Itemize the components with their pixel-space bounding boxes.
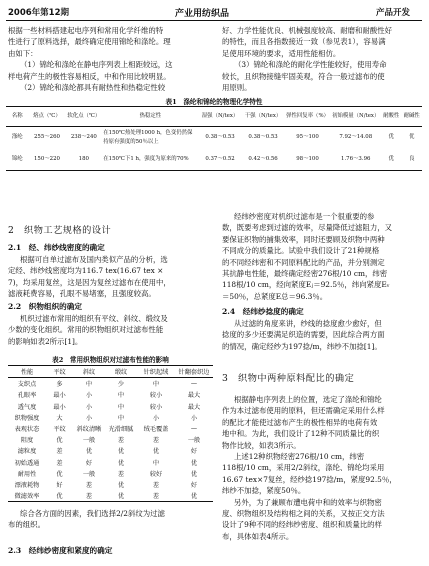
t2-cell: 中 xyxy=(117,403,125,411)
t1-header-thermal: 热稳定性 xyxy=(139,113,162,119)
intro-line: 的特性，而且各指数接近一致（参见表1），容易满 xyxy=(222,37,386,47)
t1-cell: 在150℃热处理1000 h，色变仍然保持原有强度的50％以上 xyxy=(103,129,193,145)
t2-cell: 优 xyxy=(190,493,198,501)
body-line: 捻度的多少还要满足织造的需要，因此综合两方面 xyxy=(222,330,385,340)
t1-header-dry-strength: 干强（N/tex） xyxy=(244,113,282,119)
t2-cell: 差 xyxy=(117,470,125,478)
table-row xyxy=(6,149,422,171)
t1-cell: 0.38～0.53 xyxy=(248,134,278,141)
table-row xyxy=(8,468,213,479)
t2-cell: 优 xyxy=(117,481,125,489)
t2-cell: 优 xyxy=(117,493,125,501)
t2-cell: 少 xyxy=(117,381,125,389)
intro-line: 足使用环境的要求，适用性能相仿。 xyxy=(222,48,341,58)
t2-cell: 一般 xyxy=(82,470,96,478)
t2-cell: 较小 xyxy=(149,403,163,411)
t1-header-softening: 软化点（℃） xyxy=(67,113,101,119)
intro-line: （2）锦纶和涤纶都具有耐热性和热稳定性较 xyxy=(20,83,166,93)
t2-cell: 表观状态 xyxy=(14,426,40,434)
right-intro xyxy=(222,25,392,93)
t1-cell: 1.76～3.96 xyxy=(341,155,371,162)
t1-cell: 238～240 xyxy=(70,134,97,141)
intro-line: 性进行了原料选择，最终确定使用锦纶和涤纶。理 xyxy=(8,37,171,47)
table-row xyxy=(8,412,213,423)
t2-cell: 好 xyxy=(56,481,63,489)
t2-cell: 差 xyxy=(152,481,160,489)
t2-cell: 差 xyxy=(85,493,93,501)
right-para-1 xyxy=(222,211,392,302)
body-line: 118根/10 cm，经向紧度Eⱼ＝92.5％，纬向紧度Eᵥ xyxy=(222,280,390,290)
t1-cell: 98～100 xyxy=(296,155,319,162)
t2-cell: 阻度 xyxy=(20,437,34,445)
body-line: 布，具体如表4所示。 xyxy=(222,531,294,541)
table-row xyxy=(8,490,213,502)
body-line: 另外，为了兼顾布遭电荷中和的效率与织物密 xyxy=(234,497,382,507)
table-row xyxy=(8,479,213,490)
table2-caption: 表2 常用织物组织对过滤布性能的影响 xyxy=(52,356,169,364)
t2-cell: 优 xyxy=(117,448,125,456)
t2-cell: 优 xyxy=(56,493,63,501)
t1-header-melting: 熔点（℃） xyxy=(33,113,61,119)
section-2-2-title: 2.2 织物组织的确定 xyxy=(8,302,82,311)
body-line: 定经、纬纱线密度均为116.7 tex(16.67 tex × xyxy=(8,266,164,276)
t2-cell: 微滤效率 xyxy=(14,493,40,501)
t2-cell: 差 xyxy=(152,493,160,501)
table-row xyxy=(8,434,213,445)
t1-cell: 优 xyxy=(409,134,415,141)
t2-cell: 小 xyxy=(152,414,160,422)
table2 xyxy=(8,365,213,502)
body-line: 上述12种织物经密276根/10 cm，纬密 xyxy=(234,452,365,462)
left-intro xyxy=(8,25,173,93)
table1-caption: 表1 涤纶和锦纶的物理化学特性 xyxy=(165,98,263,106)
intro-line: （3）锦纶和涤纶的耐化学性能较好，使用寿命 xyxy=(234,60,387,70)
t2-cell: 中 xyxy=(152,459,160,467)
t2-cell: 最小 xyxy=(53,403,66,411)
body-line: 数，既要考虑到过滤的效率，尽量降低过滤阻力，又 xyxy=(222,223,392,233)
t1-cell: 优 xyxy=(388,155,394,162)
header-rule xyxy=(6,20,422,21)
t2-header-knit-edge: 针翻套织边 xyxy=(178,369,210,377)
t2-cell: 好 xyxy=(190,481,198,489)
intro-line: 用原则。 xyxy=(222,83,252,93)
issue-label: 2006年第12期 xyxy=(8,8,69,18)
t2-cell: 漂液耗物 xyxy=(14,481,40,489)
body-line: 设计了9种不同的经纬纱密度、组织和质量比的样 xyxy=(222,520,382,530)
body-line: 16.67 tex×7复丝，经纱捻197捻/m，紧度92.5％， xyxy=(222,474,397,484)
t2-cell: 优 xyxy=(152,448,160,456)
table2-header-row xyxy=(8,366,213,378)
t2-cell: 好 xyxy=(85,459,93,467)
t2-cell: 优 xyxy=(190,459,198,467)
t2-cell: 优 xyxy=(85,448,93,456)
t2-cell: 最小 xyxy=(53,392,66,400)
t1-cell: 优 xyxy=(388,134,394,141)
section-3-title: 3 织物中两种原料配比的确定 xyxy=(222,373,355,384)
t2-cell: 最大 xyxy=(187,403,201,411)
t2-cell: 最大 xyxy=(187,392,201,400)
t2-cell: 大 xyxy=(56,414,63,422)
right-para-2 xyxy=(222,318,385,352)
conclusion-paragraph xyxy=(8,508,165,531)
journal-name: 产业用纺织品 xyxy=(175,9,230,19)
body-line: 的配比才能使过滤布产生的极性相异的电荷有效 xyxy=(222,417,378,427)
section-2-1-title: 2.1 经、纬纱线密度的确定 xyxy=(8,243,105,252)
body-line: 经纬纱密度对机织过滤布是一个很重要的参 xyxy=(234,212,375,221)
body-line: 7)，均采用复丝，这是因为复丝过滤布在使用中， xyxy=(8,277,171,287)
t2-cell: 耐用性 xyxy=(17,470,37,478)
section-2-3-title: 2.3 经纬纱密度和紧度的确定 xyxy=(8,546,113,555)
table-row xyxy=(6,127,422,149)
body-line: 根据可自单过滤布及国内类似产品的分析，选 xyxy=(20,255,168,264)
t2-cell: 差 xyxy=(152,437,160,445)
body-line: 度、织物组织及结构相之间的关系，又按正交方法 xyxy=(222,509,385,519)
body-line: 纬纱不加捻，紧度50％。 xyxy=(222,486,306,496)
t2-cell: 差 xyxy=(117,437,125,445)
table-row xyxy=(8,389,213,400)
t1-cell: 7.92～14.08 xyxy=(339,134,373,141)
t1-cell: 锦纶 xyxy=(11,155,23,162)
t2-cell: 中 xyxy=(152,381,160,389)
t2-cell: 差 xyxy=(85,481,93,489)
table1-header-row xyxy=(6,107,422,127)
body-line: 根据静电序列表上的位置，选定了涤纶和锦纶 xyxy=(234,395,382,404)
table-row xyxy=(8,457,213,468)
t2-cell: 一般 xyxy=(187,437,201,445)
body-line: ＝50％，总紧度E总＝96.3％。 xyxy=(222,291,328,301)
body-line: 作为本过滤布使用的原料，但还需确定采用什么样 xyxy=(222,406,385,416)
body-line: 综合各方面的因素，我们选择2/2斜纹为过滤 xyxy=(20,509,165,518)
table-row xyxy=(8,445,213,456)
body-line: 从过滤的角度来讲，纱线的捻度愈少愈好，但 xyxy=(234,319,382,328)
intro-line: 好、力学性能优良、机械强度较高、耐磨和耐酸性好 xyxy=(222,26,392,35)
body-line: 机织过滤布常用的组织有平纹、斜纹、缎纹及 xyxy=(20,314,168,323)
t2-cell: 中 xyxy=(85,381,93,389)
body-line: 118根/10 cm，采用2/2斜纹，涤纶、锦纶均采用 xyxy=(222,463,385,473)
section-2-4-title: 2.4 经纬纱捻度的确定 xyxy=(222,307,304,316)
intro-line: （1）锦纶和涤纶在静电序列表上相距较远，这 xyxy=(20,60,173,70)
t2-cell: 滤粒度 xyxy=(17,448,37,456)
t1-header-alkali: 耐碱性 xyxy=(403,113,420,119)
t2-cell: 好 xyxy=(190,448,198,456)
t2-cell: 初始透通 xyxy=(14,459,40,467)
body-line: 少数的变化组织。常用的织物组织对过滤布性能 xyxy=(8,325,164,335)
t1-cell: 在150℃下1 h，强度为原来的70% xyxy=(103,155,189,162)
t1-cell: 95～100 xyxy=(296,134,319,141)
right-para-3 xyxy=(222,394,397,542)
t1-header-wet-strength: 湿强（N/tex） xyxy=(201,113,239,119)
section-label: 产品开发 xyxy=(376,8,411,18)
table1 xyxy=(6,106,422,171)
t1-header-acid: 耐酸性 xyxy=(383,113,400,119)
t2-cell: 孔眼率 xyxy=(17,392,37,400)
t2-cell: 透气度 xyxy=(17,403,37,411)
t2-header-knit-pile: 针织起绒 xyxy=(143,369,169,377)
t2-cell: 中 xyxy=(117,414,125,422)
t1-header-elastic: 弹性回复率（%） xyxy=(286,113,329,119)
t2-cell: 优 xyxy=(56,470,63,478)
table-row xyxy=(8,378,213,390)
body-line: 滤液耗费容易，孔眼不易堵塞，且强度较高。 xyxy=(8,289,156,299)
section-2-title: 2 织物工艺规格的设计 xyxy=(8,225,112,236)
body-line: 的不同经纬密和不同原料配比的产品，并分别测定 xyxy=(222,257,385,267)
t2-cell: 光滑细腻 xyxy=(108,426,134,434)
section-2-2-body xyxy=(8,313,168,347)
body-line: 地中和。为此，我们设计了12种不同质量比的织 xyxy=(222,429,380,439)
t2-cell: 织物强度 xyxy=(14,414,40,422)
t1-header-name: 名称 xyxy=(11,113,23,119)
t2-cell: 小 xyxy=(85,392,93,400)
t2-cell: 优 xyxy=(117,459,125,467)
table-row xyxy=(8,423,213,434)
t2-header-satin: 缎纹 xyxy=(114,369,128,377)
intro-line: 根据一些材料搭建起电序列和常用化学纤维的特 xyxy=(8,26,164,35)
t2-cell: 小 xyxy=(190,414,198,422)
t1-cell: 255～260 xyxy=(33,134,60,141)
t2-cell: — xyxy=(190,425,198,433)
t2-cell: 一般 xyxy=(82,437,96,445)
body-line: 物作比较，如表3所示。 xyxy=(222,440,301,450)
t2-cell: 差 xyxy=(56,448,63,456)
t1-cell: 0.42～0.56 xyxy=(248,155,278,162)
t2-cell: — xyxy=(190,380,198,388)
body-line: 的情况，确定经纱为197捻/m，纬纱不加捻[1]。 xyxy=(222,341,382,351)
t2-cell: 平纹 xyxy=(53,426,66,434)
body-line: 其抗静电性能，最终确定经密276根/10 cm，纬密 xyxy=(222,269,388,279)
t2-header-property: 性能 xyxy=(20,369,34,377)
t1-header-modulus: 初始模量（N/tex） xyxy=(332,113,380,119)
t2-header-twill: 斜纹 xyxy=(82,369,96,377)
intro-line: 由如下： xyxy=(8,48,38,58)
t1-cell: 良 xyxy=(409,155,415,162)
t2-cell: 支织点 xyxy=(17,381,37,389)
t1-cell: 150～220 xyxy=(33,155,60,162)
t2-header-plain: 平纹 xyxy=(53,369,66,377)
t2-cell: 较好 xyxy=(149,470,163,478)
body-line: 不同成分的质量比。试验中我们设计了21种规格 xyxy=(222,246,380,256)
t1-cell: 180 xyxy=(78,155,89,162)
t2-cell: 中 xyxy=(117,392,125,400)
t2-cell: 优 xyxy=(56,437,63,445)
t2-cell: 小 xyxy=(85,403,93,411)
t1-cell: 0.37～0.52 xyxy=(205,155,235,162)
intro-line: 较长，且织物接缝牢固美观，符合一般过滤布的使 xyxy=(222,71,385,81)
t1-cell: 0.38～0.53 xyxy=(205,134,235,141)
t1-cell: 涤纶 xyxy=(11,134,23,141)
section-2-1-body xyxy=(8,254,171,300)
t2-cell: 差 xyxy=(56,459,63,467)
t2-cell: 优 xyxy=(190,470,198,478)
body-line: 的影响如表2所示[1]。 xyxy=(8,336,83,346)
t2-cell: 斜纹清晰 xyxy=(76,426,102,434)
t2-cell: 较小 xyxy=(149,392,163,400)
intro-line: 样电荷产生的极性容易相反，中和作用比较明显。 xyxy=(8,71,171,81)
table-row xyxy=(8,401,213,412)
t2-cell: 绒毛覆盖 xyxy=(143,426,169,434)
t2-cell: 小 xyxy=(85,414,93,422)
body-line: 要保证织物的捕集效率，同时还要顾及织物中两种 xyxy=(222,234,385,244)
body-line: 布的组织。 xyxy=(8,520,45,530)
t2-cell: 多 xyxy=(56,381,63,389)
